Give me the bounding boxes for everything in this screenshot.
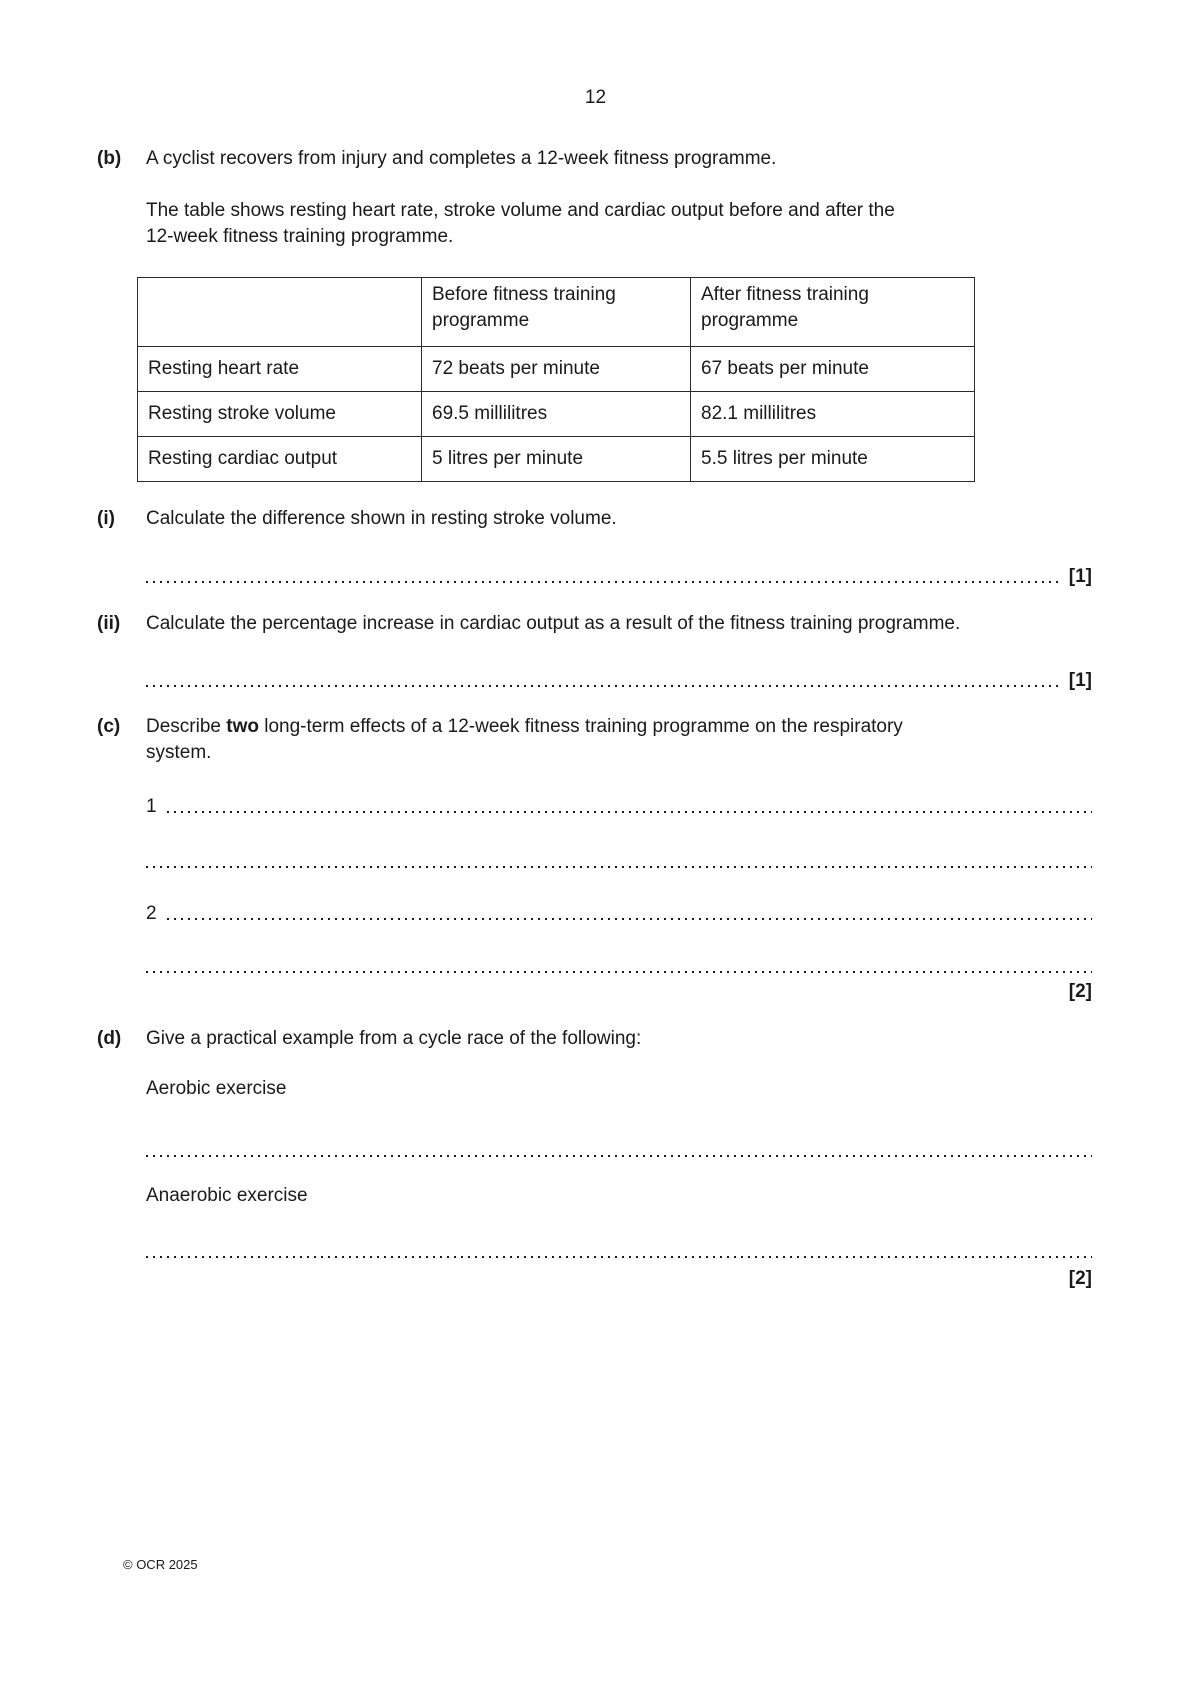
row-label: Resting stroke volume bbox=[138, 392, 422, 437]
row-label: Resting heart rate bbox=[138, 347, 422, 392]
question-c-line-1 bbox=[146, 714, 903, 740]
answer-line-c3 bbox=[146, 901, 1092, 927]
marks-ii: [1] bbox=[1068, 670, 1092, 691]
header-cell-after: After fitness training programme bbox=[691, 278, 975, 347]
answer-line-c2 bbox=[146, 866, 1092, 868]
marks-i: [1] bbox=[1068, 566, 1092, 587]
question-i-label: (i) bbox=[97, 508, 115, 529]
answer-number-1: 1 bbox=[146, 796, 157, 817]
question-d-row bbox=[97, 1026, 641, 1052]
table-row-cardiac-output bbox=[138, 437, 975, 482]
aerobic-label: Aerobic exercise bbox=[146, 1078, 287, 1099]
table-caption-line-2: 12-week fitness training programme. bbox=[146, 226, 454, 247]
answer-line-d1 bbox=[146, 1155, 1092, 1157]
header-cell-before: Before fitness training programme bbox=[422, 278, 691, 347]
question-ii-text: Calculate the percentage increase in cardiac output as a result of the fitness training programme. bbox=[146, 613, 961, 634]
table-caption-line-1: The table shows resting heart rate, stroke volume and cardiac output before and after the bbox=[146, 200, 895, 221]
cell-before: 5 litres per minute bbox=[422, 437, 691, 482]
anaerobic-label: Anaerobic exercise bbox=[146, 1185, 308, 1206]
cell-before: 69.5 millilitres bbox=[422, 392, 691, 437]
marks-c: [2] bbox=[1068, 981, 1092, 1002]
answer-number-2: 2 bbox=[146, 903, 157, 924]
question-b-intro: A cyclist recovers from injury and completes a 12-week fitness programme. bbox=[146, 148, 777, 169]
marks-d: [2] bbox=[1068, 1268, 1092, 1289]
table-row-heart-rate bbox=[138, 347, 975, 392]
dotted-answer-line bbox=[146, 581, 1061, 583]
header-cell-empty bbox=[138, 278, 422, 347]
answer-line-ii bbox=[146, 668, 1092, 694]
question-ii-label: (ii) bbox=[97, 613, 121, 634]
question-d-text: Give a practical example from a cycle race of the following: bbox=[146, 1028, 642, 1049]
table-row-stroke-volume bbox=[138, 392, 975, 437]
answer-line-i bbox=[146, 564, 1092, 590]
cell-after: 82.1 millilitres bbox=[691, 392, 975, 437]
cell-after: 67 beats per minute bbox=[691, 347, 975, 392]
question-c-text-bold: two bbox=[226, 716, 259, 737]
cell-after: 5.5 litres per minute bbox=[691, 437, 975, 482]
question-i-row bbox=[97, 506, 617, 532]
row-label: Resting cardiac output bbox=[138, 437, 422, 482]
dotted-answer-line bbox=[146, 685, 1061, 687]
question-c-line-2: system. bbox=[146, 742, 212, 763]
page-number: 12 bbox=[584, 87, 607, 108]
question-c-label: (c) bbox=[97, 716, 121, 737]
question-c-text-pre: Describe bbox=[146, 716, 227, 737]
answer-line-c4 bbox=[146, 971, 1092, 973]
question-c-text-post: long-term effects of a 12-week fitness training programme on the respiratory bbox=[258, 716, 903, 737]
question-b-row bbox=[97, 146, 776, 172]
question-i-text: Calculate the difference shown in resting stroke volume. bbox=[146, 508, 617, 529]
dotted-answer-line bbox=[167, 811, 1092, 813]
answer-line-d2 bbox=[146, 1256, 1092, 1258]
question-c-text bbox=[146, 714, 903, 766]
question-ii-row bbox=[97, 611, 960, 637]
table-caption bbox=[146, 198, 895, 250]
question-b-label: (b) bbox=[97, 148, 122, 169]
answer-line-c1 bbox=[146, 794, 1092, 820]
cell-before: 72 beats per minute bbox=[422, 347, 691, 392]
table-header-row bbox=[138, 278, 975, 347]
question-c-row bbox=[97, 714, 903, 766]
results-table bbox=[137, 277, 975, 482]
dotted-answer-line bbox=[167, 918, 1092, 920]
question-d-label: (d) bbox=[97, 1028, 122, 1049]
footer-copyright: © OCR 2025 bbox=[123, 1557, 198, 1572]
